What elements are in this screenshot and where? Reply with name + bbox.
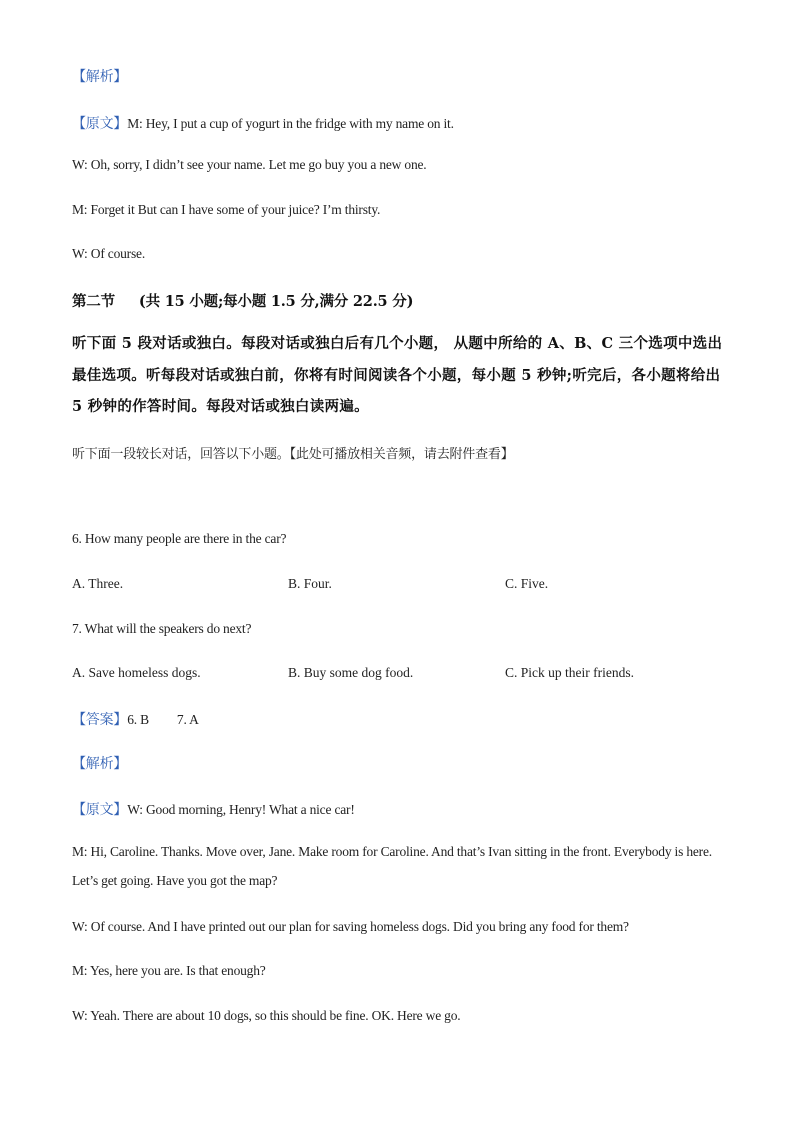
answer-6: 6. B <box>127 712 149 727</box>
dialogue-line: W: Of course. <box>72 246 145 261</box>
section-instructions: 听下面 5 段对话或独白。每段对话或独白后有几个小题， 从题中所给的 A、B、C 三个选项中选出最佳选项。听每段对话或独白前，你将有时间阅读各个小题，每小题 5 秒钟;听完后，各小题将给出 5 秒钟的作答时间。每段对话或独白读两遍。 <box>72 335 723 415</box>
question-option: C. Five. <box>505 576 549 591</box>
dialogue-paragraph: M: Hi, Caroline. Thanks. Move over, Jane. Make room for Caroline. And that’s Ivan sitting in the front. Everybody is here. Let’s get going. Have you got the map? <box>72 844 712 888</box>
dialogue-line: M: Hey, I put a cup of yogurt in the fridge with my name on it. <box>127 116 454 131</box>
original-text-line <box>72 113 454 133</box>
answer-line <box>72 709 199 729</box>
section-heading <box>72 290 413 311</box>
original-tag: 【原文】 <box>72 116 128 132</box>
dialogue-line: M: Yes, here you are. Is that enough? <box>72 963 266 978</box>
dialogue-line: W: Of course. And I have printed out our plan for saving homeless dogs. Did you bring any food for them? <box>72 919 629 934</box>
question-option: B. Four. <box>288 576 332 591</box>
dialogue-line: W: Yeah. There are about 10 dogs, so this should be fine. OK. Here we go. <box>72 1008 461 1023</box>
dialogue-line: W: Good morning, Henry! What a nice car! <box>127 802 355 817</box>
analysis-tag: 【解析】 <box>72 756 128 772</box>
listen-note: 听下面一段较长对话，回答以下小题。【此处可播放相关音频，请去附件查看】 <box>72 447 514 462</box>
dialogue-line: W: Oh, sorry, I didn’t see your name. Let me go buy you a new one. <box>72 157 427 172</box>
answer-tag: 【答案】 <box>72 712 128 728</box>
question-stem: 6. How many people are there in the car? <box>72 531 287 546</box>
section-heading-label: 第二节 <box>72 293 115 310</box>
original-tag: 【原文】 <box>72 802 128 818</box>
original-text-line <box>72 799 355 819</box>
section-heading-detail: (共 15 小题;每小题 1.5 分,满分 22.5 分) <box>138 293 414 310</box>
answer-7: 7. A <box>176 712 199 727</box>
analysis-tag: 【解析】 <box>72 69 128 85</box>
question-option: A. Three. <box>72 576 124 591</box>
question-option: C. Pick up their friends. <box>505 665 634 680</box>
question-option: A. Save homeless dogs. <box>72 665 201 680</box>
dialogue-line: M: Forget it But can I have some of your juice? I’m thirsty. <box>72 202 381 217</box>
question-stem: 7. What will the speakers do next? <box>72 621 252 636</box>
question-option: B. Buy some dog food. <box>288 665 414 680</box>
